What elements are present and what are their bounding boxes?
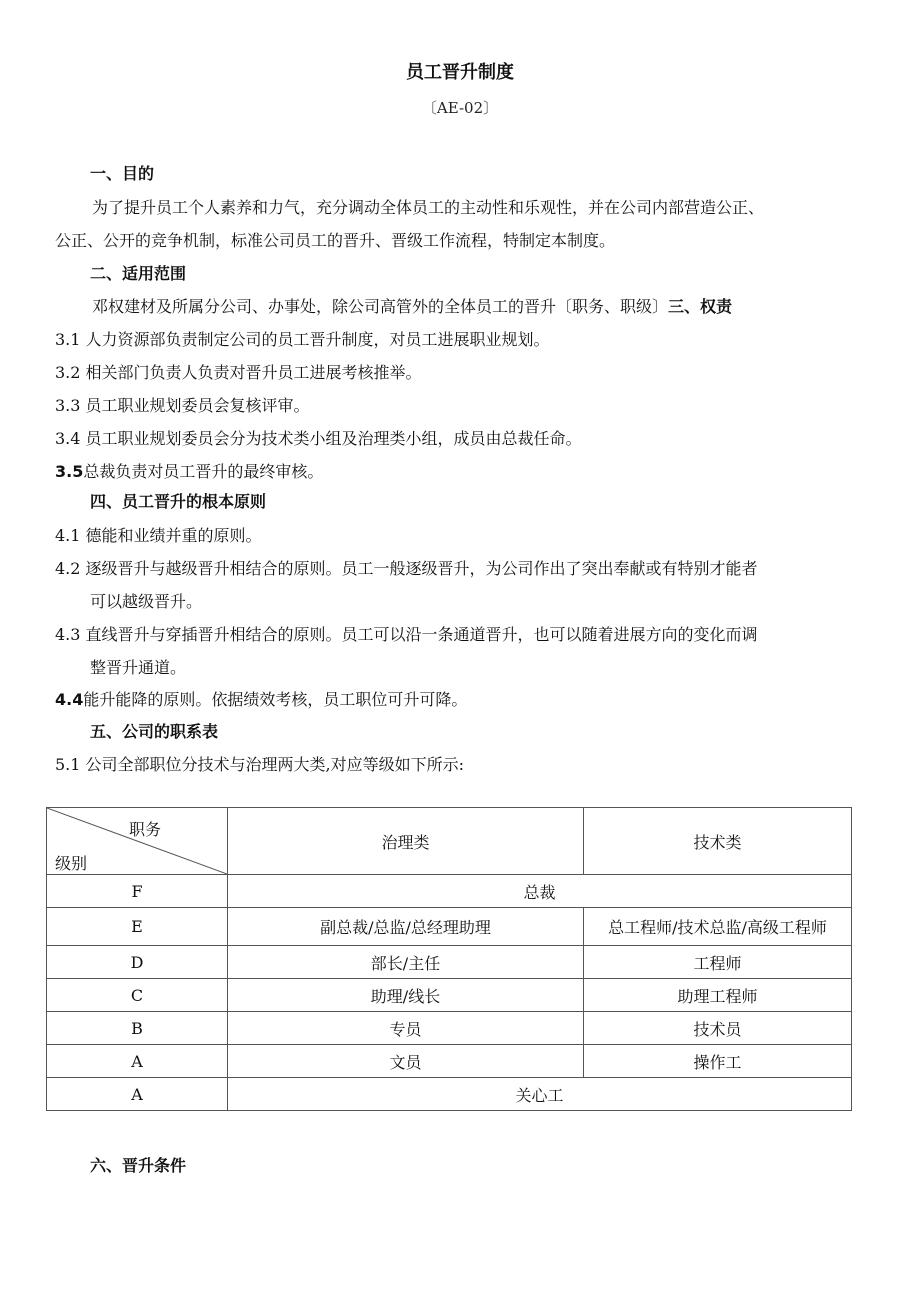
list-item bbox=[55, 690, 467, 710]
table-header-row bbox=[47, 808, 852, 875]
item-number: 4.2 bbox=[55, 559, 81, 578]
level-cell: A bbox=[47, 1045, 228, 1078]
header-management: 治理类 bbox=[228, 808, 584, 875]
item-number: 3.4 bbox=[55, 429, 81, 448]
level-cell: F bbox=[47, 875, 228, 908]
list-item bbox=[55, 363, 422, 383]
item-text: 员工职业规划委员会分为技术类小组及治理类小组，成员由总裁任命。 bbox=[85, 429, 582, 448]
scope-text: 邓权建材及所属分公司、办事处，除公司高管外的全体员工的晋升〔职务、职级〕 bbox=[92, 297, 669, 316]
section-heading-promotion-conditions: 六、晋升条件 bbox=[90, 1156, 187, 1175]
section-heading-job-table: 五、公司的职系表 bbox=[90, 722, 219, 741]
table-intro bbox=[55, 755, 464, 775]
table-row bbox=[47, 875, 852, 908]
item-text: 能升能降的原则。依据绩效考核，员工职位可升可降。 bbox=[83, 690, 468, 709]
header-technical: 技术类 bbox=[584, 808, 852, 875]
technical-position-cell: 技术员 bbox=[584, 1012, 852, 1045]
table-row bbox=[47, 908, 852, 946]
technical-position-cell: 工程师 bbox=[584, 946, 852, 979]
job-grade-table bbox=[46, 807, 852, 1111]
level-cell: E bbox=[47, 908, 228, 946]
list-item bbox=[55, 559, 758, 579]
scope-line bbox=[92, 297, 732, 317]
management-position-cell: 部长/主任 bbox=[228, 946, 584, 979]
technical-position-cell: 总工程师/技术总监/高级工程师 bbox=[584, 908, 852, 946]
level-cell: D bbox=[47, 946, 228, 979]
list-item bbox=[55, 625, 758, 645]
table-corner-cell bbox=[47, 808, 228, 875]
list-item bbox=[55, 396, 310, 416]
document-title: 员工晋升制度 bbox=[406, 62, 514, 83]
item-number: 3.1 bbox=[55, 330, 81, 349]
section-heading-responsibility: 三、权责 bbox=[668, 297, 733, 316]
level-cell: B bbox=[47, 1012, 228, 1045]
table-row bbox=[47, 1045, 852, 1078]
item-text: 德能和业绩并重的原则。 bbox=[85, 526, 262, 545]
level-cell: C bbox=[47, 979, 228, 1012]
section-heading-scope: 二、适用范围 bbox=[90, 264, 187, 283]
merged-position-cell: 总裁 bbox=[228, 875, 852, 908]
section-heading-principles: 四、员工晋升的根本原则 bbox=[90, 492, 267, 511]
item-text: 公司全部职位分技术与治理两大类,对应等级如下所示: bbox=[85, 755, 465, 774]
table-row bbox=[47, 979, 852, 1012]
item-number: 4.4 bbox=[55, 690, 84, 709]
item-text: 相关部门负责人负责对晋升员工进展考核推举。 bbox=[85, 363, 422, 382]
merged-position-cell: 关心工 bbox=[228, 1078, 852, 1111]
header-level-label: 级别 bbox=[55, 854, 88, 873]
paragraph-line: 为了提升员工个人素养和力气，充分调动全体员工的主动性和乐观性，并在公司内部营造公正、 bbox=[92, 198, 765, 217]
management-position-cell: 副总裁/总监/总经理助理 bbox=[228, 908, 584, 946]
list-item-continuation: 整晋升通道。 bbox=[90, 658, 187, 677]
list-item bbox=[55, 429, 582, 449]
list-item bbox=[55, 526, 262, 546]
management-position-cell: 文员 bbox=[228, 1045, 584, 1078]
list-item bbox=[55, 330, 550, 350]
item-number: 4.3 bbox=[55, 625, 81, 644]
item-number: 3.2 bbox=[55, 363, 81, 382]
document-code: 〔AE-02〕 bbox=[421, 99, 499, 117]
item-number: 5.1 bbox=[55, 755, 81, 774]
section-heading-purpose: 一、目的 bbox=[90, 164, 155, 183]
table-row bbox=[47, 946, 852, 979]
list-item bbox=[55, 462, 323, 482]
management-position-cell: 助理/线长 bbox=[228, 979, 584, 1012]
item-text: 人力资源部负责制定公司的员工晋升制度，对员工进展职业规划。 bbox=[85, 330, 550, 349]
table-row bbox=[47, 1012, 852, 1045]
item-text: 员工职业规划委员会复核评审。 bbox=[85, 396, 310, 415]
table-row bbox=[47, 1078, 852, 1111]
level-cell: A bbox=[47, 1078, 228, 1111]
item-number: 4.1 bbox=[55, 526, 81, 545]
item-text: 直线晋升与穿插晋升相结合的原则。员工可以沿一条通道晋升，也可以随着进展方向的变化而调 bbox=[85, 625, 758, 644]
paragraph-line: 公正、公开的竞争机制，标准公司员工的晋升、晋级工作流程，特制定本制度。 bbox=[55, 231, 616, 250]
technical-position-cell: 助理工程师 bbox=[584, 979, 852, 1012]
item-number: 3.5 bbox=[55, 462, 84, 481]
item-text: 总裁负责对员工晋升的最终审核。 bbox=[83, 462, 324, 481]
header-position-label: 职务 bbox=[129, 820, 162, 839]
item-text: 逐级晋升与越级晋升相结合的原则。员工一般逐级晋升，为公司作出了突出奉献或有特别才能者 bbox=[85, 559, 758, 578]
item-number: 3.3 bbox=[55, 396, 81, 415]
technical-position-cell: 操作工 bbox=[584, 1045, 852, 1078]
management-position-cell: 专员 bbox=[228, 1012, 584, 1045]
list-item-continuation: 可以越级晋升。 bbox=[90, 592, 203, 611]
